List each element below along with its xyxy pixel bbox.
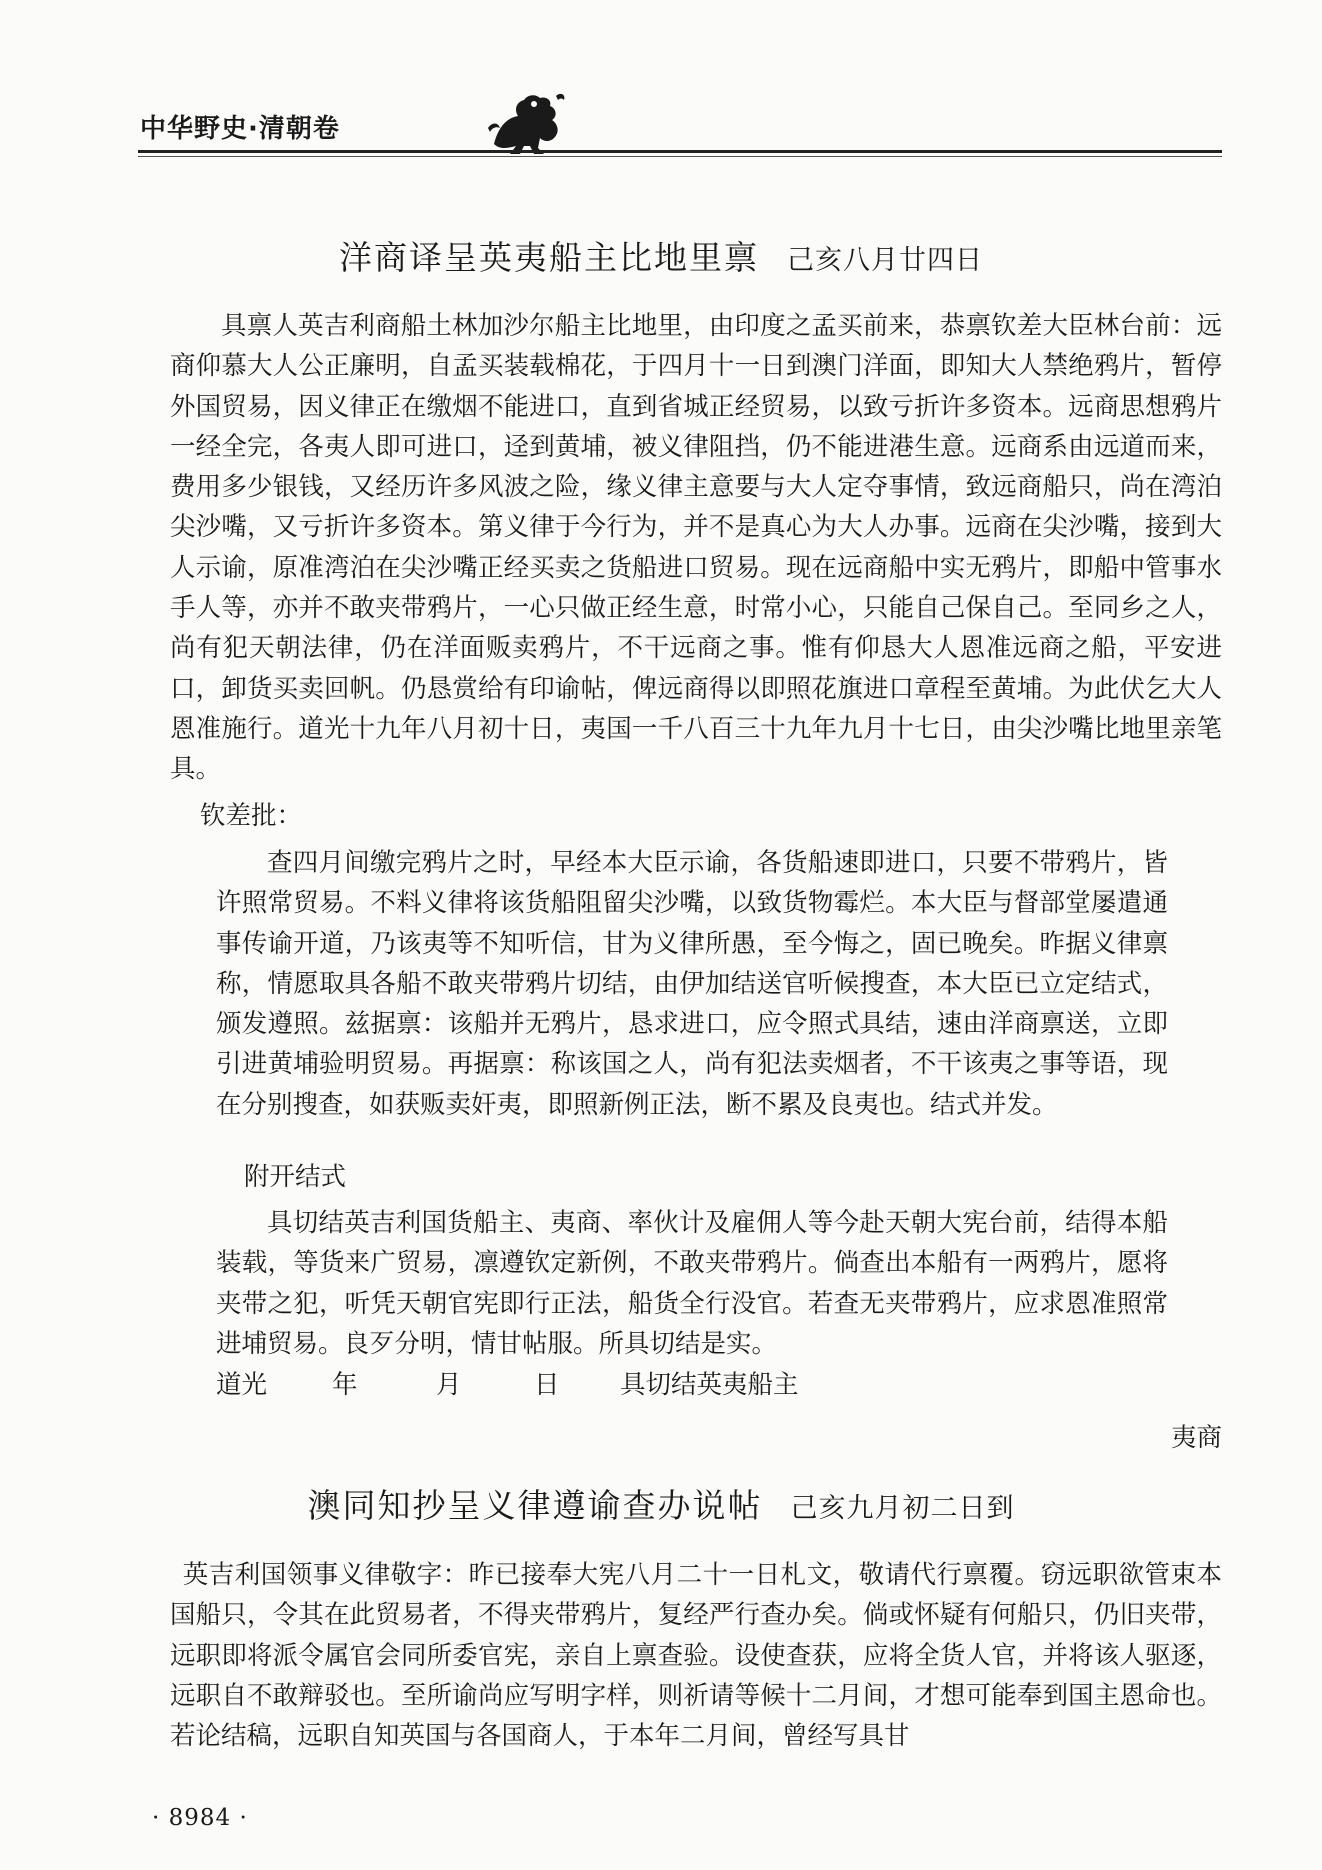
signature-line xyxy=(216,1365,799,1401)
signature-year: 年 xyxy=(332,1370,358,1400)
section-title-text: 洋商译呈英夷船主比地里禀 xyxy=(339,238,759,277)
letter-text: 英吉利国领事义律敬字：昨已接奉大宪八月二十一日札文，敬请代行禀覆。窃远职欲管束本国船只，令其在此贸易者，不得夹带鸦片，复经严行查办矣。倘或怀疑有何船只，仍旧夹带，远职即将派令属官会同所委官宪，亲自上禀查验。设使查获，应将全货人官，并将该人驱逐，远职自不敢辩驳也。至所谕尚应写明字样，则祈请等候十二月间，才想可能奉到国主恩命也。若论结稿，远职自知英国与各国商人，于本年二月间，曾经写具甘 xyxy=(170,1560,1222,1752)
running-header: 中华野史·清朝卷 xyxy=(140,114,340,144)
petition-paragraph xyxy=(170,306,1222,790)
letter-paragraph xyxy=(170,1555,1222,1756)
section-date: 己亥九月初二日到 xyxy=(790,1493,1015,1524)
signature-role: 夷商 xyxy=(1170,1423,1222,1453)
section-title xyxy=(0,1480,1322,1527)
bond-paragraph: 具切结英吉利国货船主、夷商、率伙计及雇佣人等今赴天朝大宪台前，结得本船装载，等货来广贸易，凛遵钦定新例，不敢夹带鸦片。倘查出本船有一两鸦片，愿将夹带之犯，听凭天朝官宪即行正法，船货全行没官。若查无夹带鸦片，应求恩准照常进埔贸易。良歹分明，情甘帖服。所具切结是实。 xyxy=(216,1208,1168,1359)
section-date: 己亥八月廿四日 xyxy=(787,245,983,276)
approval-label: 钦差批： xyxy=(200,801,303,831)
section-title xyxy=(0,232,1322,279)
page-number: · 8984 · xyxy=(152,1805,248,1831)
header-rule-thin xyxy=(138,156,1222,157)
annex-label: 附开结式 xyxy=(244,1162,347,1192)
signature-day: 日 xyxy=(534,1370,560,1400)
approval-paragraph: 查四月间缴完鸦片之时，早经本大臣示谕，各货船速即进口，只要不带鸦片，皆许照常贸易。不料义律将该货船阻留尖沙嘴，以致货物霉烂。本大臣与督部堂屡遣通事传谕开道，乃该夷等不知听信，甘为义律所愚，至今悔之，固已晚矣。昨据义律禀称，情愿取具各船不敢夹带鸦片切结，由伊加结送官听候搜查，本大臣已立定结式，颁发遵照。兹据禀：该船并无鸦片，恳求进口，应令照式具结，速由洋商禀送，立即引进黄埔验明贸易。再据禀：称该国之人，尚有犯法卖烟者，不干该夷之事等语，现在分别搜查，如获贩卖奸夷，即照新例正法，断不累及良夷也。结式并发。 xyxy=(216,848,1168,1120)
petition-text: 具禀人英吉利商船土林加沙尔船主比地里，由印度之孟买前来，恭禀钦差大臣林台前：远商仰慕大人公正廉明，自孟买装载棉花，于四月十一日到澳门洋面，即知大人禁绝鸦片，暂停外国贸易，因义律正在缴烟不能进口，直到省城正经贸易，以致亏折许多资本。远商思想鸦片一经全完，各夷人即可进口，迳到黄埔，被义律阻挡，仍不能进港生意。远商系由远道而来，费用多少银钱，又经历许多风波之险，缘义律主意要与大人定夺事情，致远商船只，尚在湾泊尖沙嘴，又亏折许多资本。第义律于今行为，并不是真心为大人办事。远商在尖沙嘴，接到大人示谕，原准湾泊在尖沙嘴正经买卖之货船进口贸易。现在远商船中实无鸦片，即船中管事水手人等，亦并不敢夹带鸦片，一心只做正经生意，时常小心，只能自己保自己。至同乡之人，尚有犯天朝法律，仍在洋面贩卖鸦片，不干远商之事。惟有仰恳大人恩准远商之船，平安进口，卸货买卖回帆。仍恳赏给有印谕帖，俾远商得以即照花旗进口章程至黄埔。为此伏乞大人恩准施行。道光十九年八月初十日，夷国一千八百三十九年九月十七日，由尖沙嘴比地里亲笔具。 xyxy=(170,311,1222,785)
signature-month: 月 xyxy=(436,1370,462,1400)
section-title-text: 澳同知抄呈义律遵谕查办说帖 xyxy=(307,1486,763,1525)
signature-era: 道光 xyxy=(216,1370,268,1400)
header-rule xyxy=(138,150,1222,153)
signature-signer: 具切结英夷船主 xyxy=(620,1370,799,1400)
